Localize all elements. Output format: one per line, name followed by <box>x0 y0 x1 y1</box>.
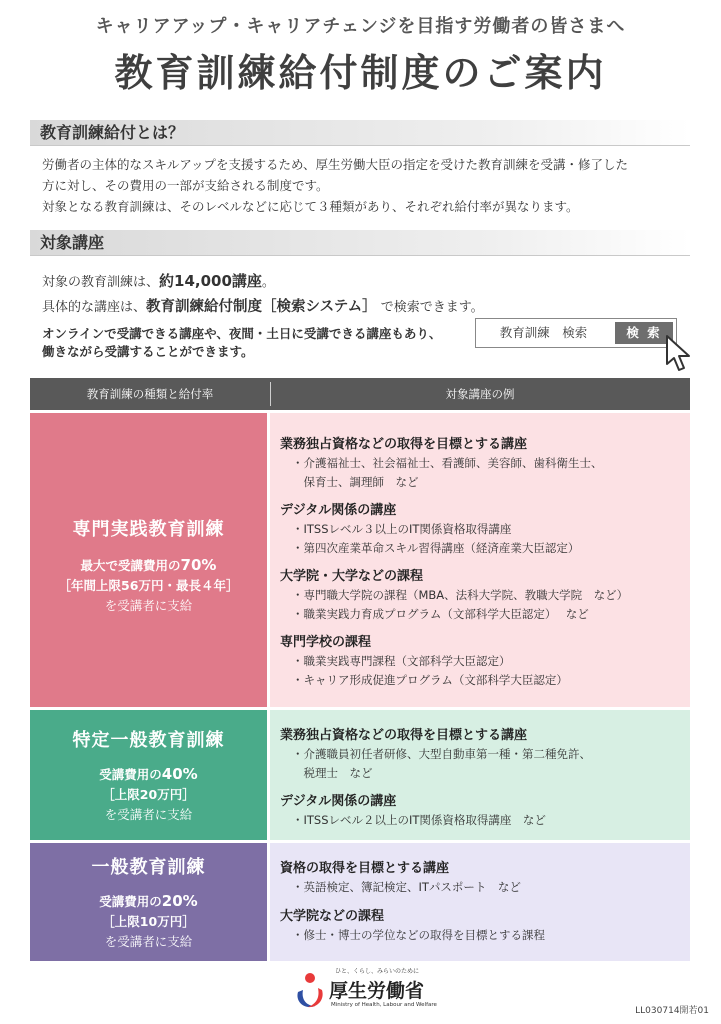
course-item: ・介護福祉士、社会福祉士、看護師、美容師、歯科衛生士、 <box>292 456 603 470</box>
table-header <box>30 378 690 410</box>
course-item: 保育士、調理師 など <box>292 475 419 489</box>
benefit-rate: 受講費用の20% <box>99 892 198 910</box>
training-type-name: 特定一般教育訓練 <box>72 730 225 751</box>
section-heading-about <box>30 120 690 146</box>
course-item: ・職業実践専門課程（文部科学大臣認定） <box>292 654 511 668</box>
benefit-rate-value: 20% <box>161 892 198 910</box>
training-type-cell <box>30 707 270 840</box>
ministry-logo <box>293 966 443 1014</box>
benefit-limit: ［年間上限56万円・最長４年］ <box>58 578 239 593</box>
course-category: 大学院などの課程 <box>280 909 385 924</box>
about-line: 労働者の主体的なスキルアップを支援するため、厚生労働大臣の指定を受けた教育訓練を受講・修了した <box>42 157 629 172</box>
search-button[interactable]: 検 索 <box>615 322 673 344</box>
search-system-name: 教育訓練給付制度［検索システム］ <box>146 299 377 315</box>
search-input[interactable]: 教育訓練 検索 <box>499 325 588 340</box>
logo-tagline: ひと、くらし、みらいのために <box>335 968 420 975</box>
search-box[interactable] <box>475 318 677 348</box>
training-type-name: 専門実践教育訓練 <box>72 519 225 540</box>
course-count-suffix: 。 <box>261 275 275 290</box>
course-examples-cell <box>270 410 690 707</box>
course-count-value: 約14,000講座 <box>159 272 262 290</box>
benefit-rate-value: 40% <box>161 765 198 783</box>
page-title: 教育訓練給付制度のご案内 <box>114 51 607 95</box>
online-line: 働きながら受講することができます。 <box>42 344 254 359</box>
page-subtitle: キャリアアップ・キャリアチェンジを目指す労働者の皆さまへ <box>95 16 626 37</box>
benefit-rate: 受講費用の40% <box>99 765 198 783</box>
table-row-general <box>30 840 690 961</box>
course-examples-cell <box>270 840 690 961</box>
course-category: 業務独占資格などの取得を目標とする講座 <box>280 728 528 743</box>
about-line: 方に対し、その費用の一部が支給される制度です。 <box>42 178 329 193</box>
course-item: ・修士・博士の学位などの取得を目標とする課程 <box>292 928 545 942</box>
table-header-right: 対象講座の例 <box>445 387 515 401</box>
course-item: ・第四次産業革命スキル習得講座（経済産業大臣認定） <box>292 541 580 555</box>
course-category: 大学院・大学などの課程 <box>280 569 424 584</box>
search-system-line <box>42 295 484 316</box>
course-category: 専門学校の課程 <box>280 635 372 650</box>
benefit-rate: 最大で受講費用の70% <box>80 556 217 574</box>
course-item: ・専門職大学院の課程（MBA、法科大学院、教職大学院 など） <box>292 588 629 602</box>
benefit-payment: を受講者に支給 <box>104 934 193 949</box>
course-count-prefix: 対象の教育訓練は、 <box>42 275 160 290</box>
course-item: ・職業実践力育成プログラム（文部科学大臣認定） など <box>292 607 589 621</box>
course-examples-cell <box>270 707 690 840</box>
section-heading-courses <box>30 230 690 256</box>
table-row-specialized <box>30 410 690 707</box>
benefit-payment: を受講者に支給 <box>104 807 193 822</box>
mouse-pointer-icon <box>665 334 695 374</box>
course-category: デジタル関係の講座 <box>280 503 397 518</box>
course-item: 税理士 など <box>292 766 373 780</box>
course-item: ・介護職員初任者研修、大型自動車第一種・第二種免許、 <box>292 747 591 761</box>
logo-english-name: Ministry of Health, Labour and Welfare <box>331 1002 437 1008</box>
course-item: ・英語検定、簿記検定、ITパスポート など <box>292 880 521 894</box>
benefit-limit: ［上限10万円］ <box>102 914 195 929</box>
benefit-limit: ［上限20万円］ <box>102 787 195 802</box>
course-category: 資格の取得を目標とする講座 <box>280 861 450 876</box>
course-count-line <box>42 270 275 291</box>
course-category: デジタル関係の講座 <box>280 794 397 809</box>
search-prefix: 具体的な講座は、 <box>42 300 147 315</box>
section-heading-text: 教育訓練給付とは？ <box>40 123 185 142</box>
training-type-name: 一般教育訓練 <box>91 857 206 878</box>
document-code: LL030714開若01 <box>635 1006 709 1016</box>
ministry-emblem-icon <box>293 970 327 1010</box>
course-item: ・ITSSレベル２以上のIT関係資格取得講座 など <box>292 813 546 827</box>
search-suffix: で検索できます。 <box>380 300 484 315</box>
online-note <box>42 325 441 361</box>
course-category: 業務独占資格などの取得を目標とする講座 <box>280 437 528 452</box>
about-paragraph <box>42 154 692 217</box>
table-row-specific-general <box>30 707 690 840</box>
online-line: オンラインで受講できる講座や、夜間・土日に受講できる講座もあり、 <box>42 326 442 341</box>
benefit-payment: を受講者に支給 <box>104 598 193 613</box>
logo-name: 厚生労働省 <box>329 980 425 1002</box>
benefit-rate-value: 70% <box>180 556 217 574</box>
course-item: ・ITSSレベル３以上のIT関係資格取得講座 <box>292 522 512 536</box>
training-table <box>30 378 690 961</box>
table-header-left: 教育訓練の種類と給付率 <box>86 387 214 401</box>
training-type-cell <box>30 840 270 961</box>
course-item: ・キャリア形成促進プログラム（文部科学大臣認定） <box>292 673 568 687</box>
section-heading-text: 対象講座 <box>40 233 105 252</box>
about-line: 対象となる教育訓練は、そのレベルなどに応じて３種類があり、それぞれ給付率が異なります。 <box>42 199 579 214</box>
training-type-cell <box>30 410 270 707</box>
